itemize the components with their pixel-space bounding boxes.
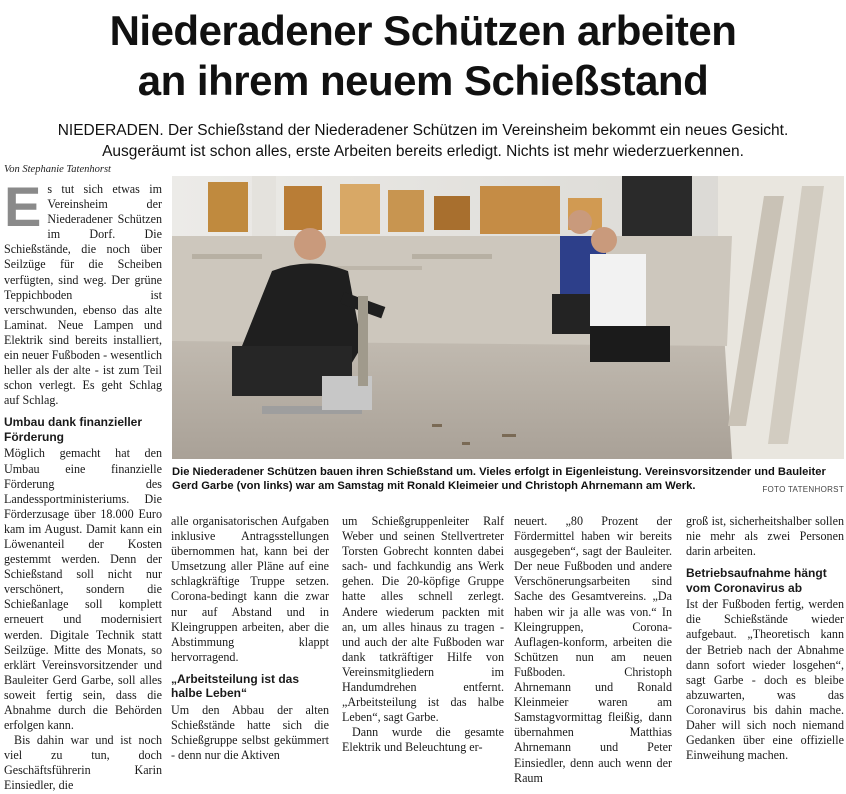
photo-credit: FOTO TATENHORST xyxy=(762,485,844,494)
paragraph: Um den Abbau der alten Schießstände hatte sich die Schießgruppe selbst gekümmert - denn nur die Aktiven xyxy=(171,702,329,763)
headline xyxy=(0,6,846,106)
subhead xyxy=(0,120,846,162)
subhead-line-2: Ausgeräumt ist schon alles, erste Arbeiten bereits erledigt. Nichts ist mehr wiederzuerkennen. xyxy=(102,143,744,160)
article-photo xyxy=(172,176,844,459)
photo-caption: Die Niederadener Schützen bauen ihren Schießstand um. Vieles erfolgt in Eigenleistung. Vereinsvorsitzender und Bauleiter Gerd Garbe (von links) war am Samstag mit Ronald Kleimeier und Christoph Ahrnemann am Werk. xyxy=(172,466,826,492)
paragraph: Bis dahin war und ist noch viel zu tun, doch Geschäftsführerin Karin Einsiedler, die xyxy=(4,733,162,793)
paragraph: um Schießgruppenleiter Ralf Weber und seinen Stellvertreter Torsten Gobrecht konnten dabei sach- und fachkundig ans Werk gehen. Die 20-köpfige Gruppe hatte alles schnell zerlegt. Andere wiederum packten mit an, um alles hinaus zu tragen - und auch der alte Fußboden war dank tatkräftiger Hilfe von Vereinsmitgliedern im Handumdrehen entfernt. „Arbeitsteilung ist das halbe Leben“, sagt Garbe. xyxy=(342,514,504,725)
subtitle: Umbau dank finanzieller Förderung xyxy=(4,415,143,444)
drop-cap: E xyxy=(4,175,42,238)
article-column-3 xyxy=(342,514,504,756)
paragraph: groß ist, sicherheitshalber sollen nie mehr als zwei Personen darin arbeiten. xyxy=(686,514,844,559)
paragraph xyxy=(4,175,162,408)
photo-image xyxy=(172,176,844,459)
paragraph: alle organisatorischen Aufgaben inklusive Antragsstellungen übernommen hat, kann bei der Umsetzung aller Pläne auf eine schlagkräftige Truppe setzen. Corona-bedingt kann die zwar nur auf Abstand und in Kleingruppen arbeiten, aber die Abstimmung klappt hervorragend. xyxy=(171,514,329,664)
paragraph: Dann wurde die gesamte Elektrik und Beleuchtung er- xyxy=(342,725,504,755)
subhead-line-1: NIEDERADEN. Der Schießstand der Niederadener Schützen im Vereinsheim bekommt ein neues Gesicht. xyxy=(57,122,789,139)
article-column-1 xyxy=(4,175,162,794)
article-column-2 xyxy=(171,514,329,763)
paragraph: neuert. „80 Prozent der Fördermittel haben wir bereits ausgegeben“, sagt der Bauleiter. Der neue Fußboden und andere Verschönerungsarbeiten sind Sache des Gesamtvereins. „Da haben wir ja alle was von.“ In Kleingruppen, Corona-Auflagen-konform, arbeiten die Schützen nun am neuen Fußboden. Christoph Ahrnemann und Ronald Kleinmeier waren am Samstagvormittag fleißig, dann übernahmen Matthias Ahrnemann und Peter Einsiedler, denn auch wenn der Raum xyxy=(514,514,672,785)
article-column-4 xyxy=(514,514,672,786)
paragraph: Möglich gemacht hat den Umbau eine finanzielle Förderung des Landessportministeriums. Die Förderzusage über 18.000 Euro kam im August. Damit kann ein Löwenanteil der Kosten gestemmt werden. Denn der Schießstand soll nicht nur verschönert, sondern die Schießanlage soll komplett erneuert und modernisiert werden. Digitale Technik statt Seilzüge. Mitte des Monats, so erklärt Vereinsvorsitzender und Bauleiter Gerd Garbe, soll alles soweit fertig sein, dass die Abnahme durch die Behörden erfolgen kann. xyxy=(4,446,162,733)
byline: Von Stephanie Tatenhorst xyxy=(4,164,111,175)
headline-line-2: an ihrem neuem Schießstand xyxy=(137,57,709,104)
subtitle: Betriebsaufnahme hängt vom Coronavirus ab xyxy=(686,566,827,595)
subtitle: „Arbeitsteilung ist das halbe Leben“ xyxy=(171,671,300,701)
headline-line-1: Niederadener Schützen arbeiten xyxy=(109,7,737,54)
paragraph: Ist der Fußboden fertig, werden die Schießstände wieder aufgebaut. „Theoretisch kann der Betrieb nach der Abnahme dann sofort wieder losgehen“, sagt Garbe - doch es bleibe abzuwarten, was das Coronavirus bis dahin mache. Daher will sich noch niemand Gedanken über eine offizielle Einweihung machen. xyxy=(686,597,844,763)
article-column-5 xyxy=(686,514,844,763)
paragraph-text: s tut sich etwas im Vereinsheim der Niederadener Schützen im Dorf. Die Schießstände, die noch über Seilzüge für die Scheiben verfügten, sind weg. Der grüne Teppichboden ist verschwunden, ebenso das alte Laminat. Neue Lampen und Elektrik sind bereits installiert, ein neuer Fußboden - wesentlich heller als der alte - ist zum Teil schon verlegt. Es geht Schlag auf Schlag. xyxy=(4,182,162,408)
